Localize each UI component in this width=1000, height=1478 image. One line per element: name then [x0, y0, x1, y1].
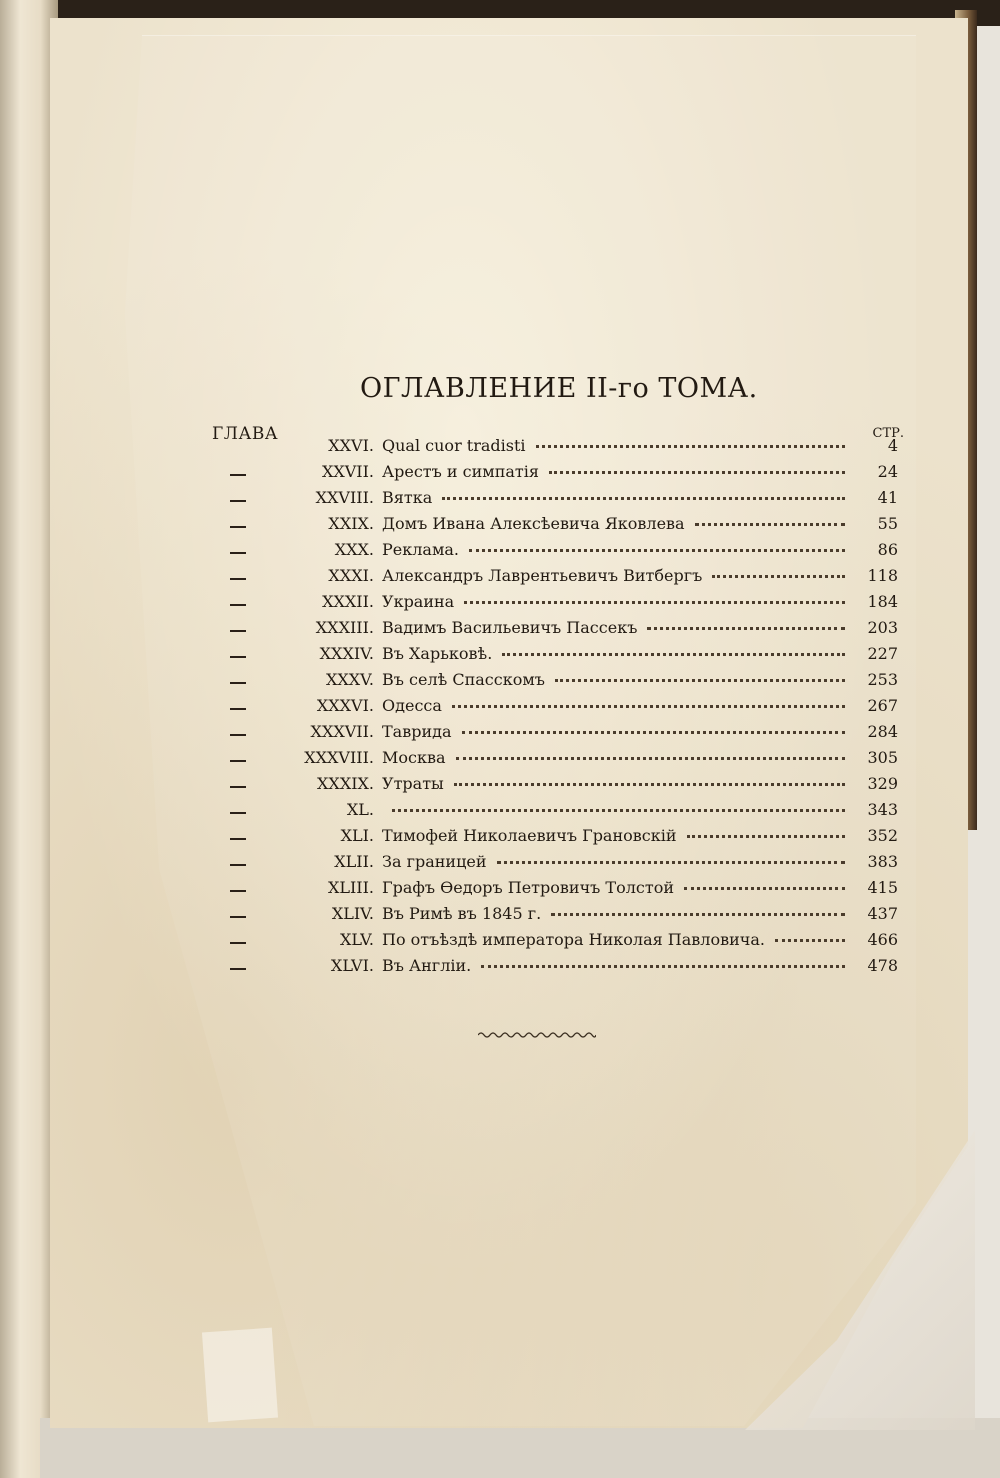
leader-dots [452, 705, 845, 712]
page-number: 227 [867, 644, 898, 663]
ditto-dash [230, 760, 246, 762]
ditto-dash [230, 682, 246, 684]
ditto-dash [230, 838, 246, 840]
ditto-dash [230, 890, 246, 892]
chapter-title: Домъ Ивана Алексѣевича Яковлева [382, 514, 685, 533]
chapter-numeral: XXVI. [328, 436, 374, 455]
chapter-title: Въ Харьковѣ. [382, 644, 493, 663]
leader-dots [464, 601, 845, 608]
page-number: 41 [877, 488, 898, 507]
ditto-dash [230, 630, 246, 632]
chapter-numeral: XLV. [340, 930, 374, 949]
toc-row [0, 930, 1000, 956]
chapter-title: Тимофей Николаевичъ Грановскій [382, 826, 677, 845]
ditto-dash [230, 578, 246, 580]
toc-row [0, 436, 1000, 462]
ditto-dash [230, 968, 246, 970]
chapter-numeral: XXXIX. [317, 774, 374, 793]
leader-dots [442, 497, 845, 504]
chapter-numeral: XXIX. [328, 514, 374, 533]
chapter-title: Вадимъ Васильевичъ Пассекъ [382, 618, 638, 637]
leader-dots [712, 575, 845, 582]
ditto-dash [230, 656, 246, 658]
page-number: 466 [867, 930, 898, 949]
toc-row [0, 852, 1000, 878]
chapter-title: За границей [382, 852, 487, 871]
page-number: 24 [877, 462, 898, 481]
chapter-numeral: XL. [346, 800, 374, 819]
page-number: 253 [867, 670, 898, 689]
chapter-numeral: XXVIII. [315, 488, 374, 507]
chapter-numeral: XXXII. [322, 592, 374, 611]
ditto-dash [230, 864, 246, 866]
leader-dots [392, 809, 845, 816]
chapter-title: Украина [382, 592, 455, 611]
page-number: 184 [867, 592, 898, 611]
chapter-title: Въ Англіи. [382, 956, 472, 975]
toc-row [0, 462, 1000, 488]
leader-dots [469, 549, 845, 556]
page-number: 4 [887, 436, 898, 455]
toc-row [0, 592, 1000, 618]
ditto-dash [230, 552, 246, 554]
leader-dots [454, 783, 845, 790]
page-number: 343 [867, 800, 898, 819]
leader-dots [549, 471, 845, 478]
ditto-dash [230, 812, 246, 814]
page-number: 478 [867, 956, 898, 975]
ditto-dash [230, 526, 246, 528]
chapter-numeral: XLI. [340, 826, 374, 845]
chapter-numeral: XLIV. [331, 904, 374, 923]
chapter-title: Вятка [382, 488, 433, 507]
chapter-title: Одесса [382, 696, 442, 715]
leader-dots [647, 627, 845, 634]
chapter-title: Графъ Ѳедоръ Петровичъ Толстой [382, 878, 674, 897]
leader-dots [687, 835, 845, 842]
leader-dots [684, 887, 845, 894]
page-title: ОГЛАВЛЕНИЕ II-го ТОМА. [360, 373, 758, 404]
chapter-title: Александръ Лаврентьевичъ Витбергъ [382, 566, 703, 585]
leader-dots [536, 445, 845, 452]
leader-dots [497, 861, 845, 868]
toc-row [0, 956, 1000, 982]
leader-dots [555, 679, 845, 686]
toc-row [0, 722, 1000, 748]
ditto-dash [230, 604, 246, 606]
chapter-title: Въ селѣ Спасскомъ [382, 670, 545, 689]
ditto-dash [230, 500, 246, 502]
ditto-dash [230, 708, 246, 710]
page-number: 267 [867, 696, 898, 715]
toc-row [0, 878, 1000, 904]
chapter-numeral: XXXV. [325, 670, 374, 689]
toc-row [0, 566, 1000, 592]
chapter-numeral: XXXIV. [319, 644, 374, 663]
chapter-title: Утраты [382, 774, 444, 793]
page-number: 415 [867, 878, 898, 897]
chapter-title: Qual cuor tradisti [382, 436, 526, 455]
toc-row [0, 748, 1000, 774]
ditto-dash [230, 942, 246, 944]
ditto-dash [230, 474, 246, 476]
toc-row [0, 774, 1000, 800]
chapter-numeral: XXXI. [328, 566, 374, 585]
chapter-numeral: XXXVI. [316, 696, 374, 715]
chapter-numeral: XXXVIII. [304, 748, 374, 767]
leader-dots [551, 913, 845, 920]
chapter-title: По отъѣздѣ императора Николая Павловича. [382, 930, 765, 949]
chapter-numeral: XXXVII. [310, 722, 374, 741]
toc-row [0, 670, 1000, 696]
chapter-numeral: XXVII. [321, 462, 374, 481]
chapter-title: Реклама. [382, 540, 460, 559]
page-number: 305 [867, 748, 898, 767]
closing-ornament [478, 1030, 596, 1040]
toc-row [0, 514, 1000, 540]
toc-row [0, 488, 1000, 514]
leader-dots [502, 653, 845, 660]
page-number: 329 [867, 774, 898, 793]
page-number: 118 [867, 566, 898, 585]
leader-dots [481, 965, 845, 972]
page-number: 284 [867, 722, 898, 741]
page-number: 352 [867, 826, 898, 845]
chapter-title: Таврида [382, 722, 452, 741]
chapter-numeral: XLIII. [327, 878, 374, 897]
leader-dots [775, 939, 845, 946]
page-number: 383 [867, 852, 898, 871]
toc-row [0, 618, 1000, 644]
toc-row [0, 826, 1000, 852]
chapter-numeral: XXX. [334, 540, 374, 559]
chapter-title: Арестъ и симпатія [382, 462, 539, 481]
page-number: 203 [867, 618, 898, 637]
ditto-dash [230, 916, 246, 918]
chapter-numeral: XLVI. [330, 956, 374, 975]
chapter-title: Москва [382, 748, 446, 767]
chapter-numeral: XXXIII. [315, 618, 374, 637]
ditto-dash [230, 786, 246, 788]
page-number: 86 [877, 540, 898, 559]
toc-row [0, 904, 1000, 930]
page-number: 437 [867, 904, 898, 923]
toc-row [0, 540, 1000, 566]
toc-row [0, 644, 1000, 670]
toc-row [0, 696, 1000, 722]
chapter-title: Въ Римѣ въ 1845 г. [382, 904, 542, 923]
chapter-numeral: XLII. [334, 852, 374, 871]
ditto-dash [230, 734, 246, 736]
page-column-heading: СТР. [872, 426, 904, 441]
leader-dots [462, 731, 845, 738]
toc-row [0, 800, 1000, 826]
leader-dots [456, 757, 845, 764]
page-number: 55 [877, 514, 898, 533]
chapter-column-heading: ГЛАВА [212, 424, 279, 444]
leader-dots [695, 523, 845, 530]
